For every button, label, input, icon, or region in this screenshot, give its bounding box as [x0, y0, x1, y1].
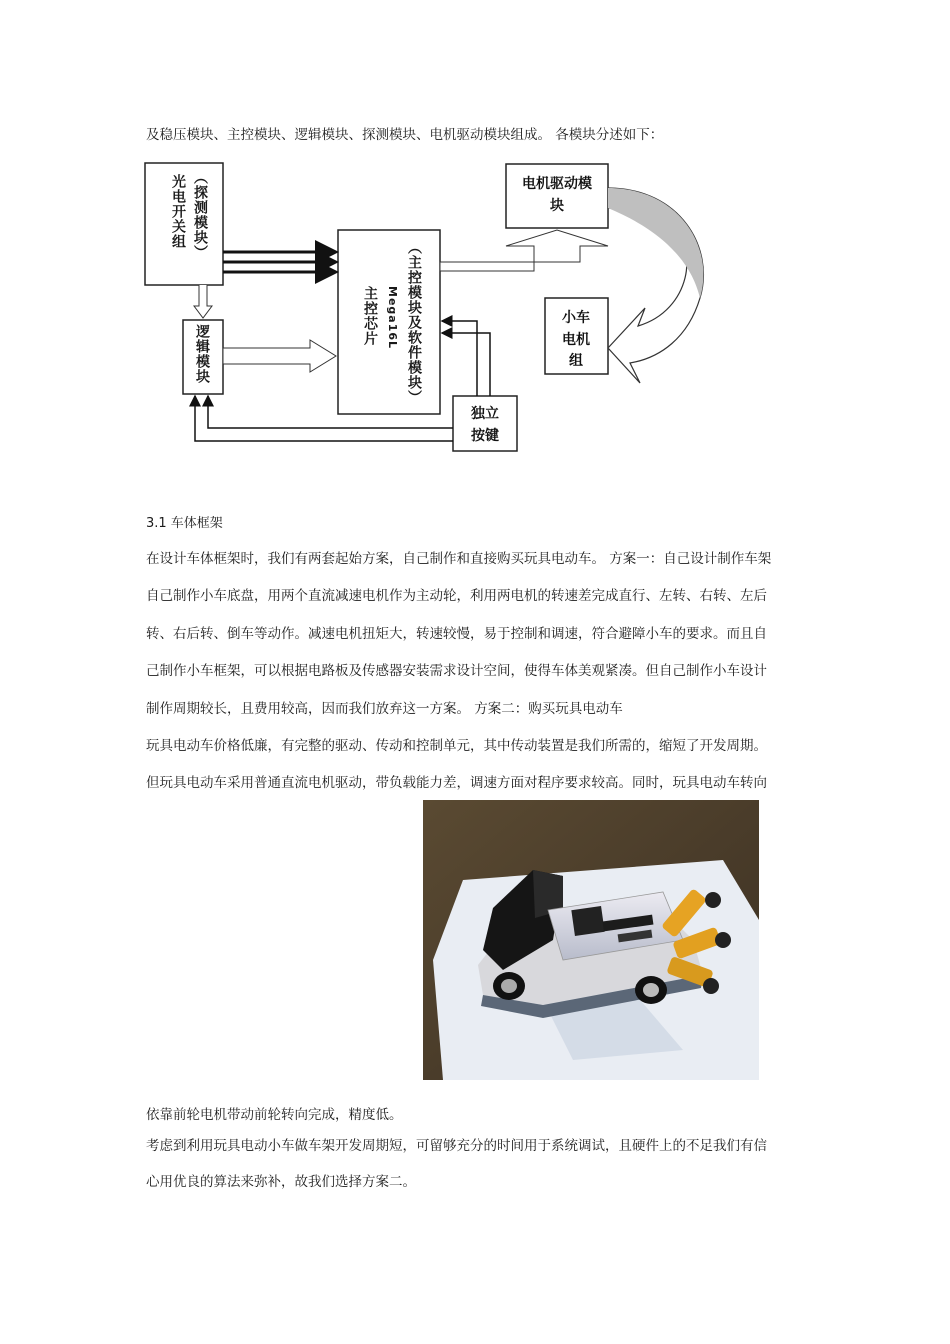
main-label-3: （主控模块及软件模块） [406, 240, 422, 405]
paragraph-line-5: 制作周期较长，且费用较高，因而我们放弃这一方案。 方案二：购买玩具电动车 [146, 701, 623, 717]
intro-line: 及稳压模块、主控模块、逻辑模块、探测模块、电机驱动模块组成。 各模块分述如下： [146, 127, 664, 143]
button-label-1: 独立 [471, 406, 499, 422]
arrow-main-driver [440, 230, 608, 271]
motor-driver-label-2: 块 [550, 198, 564, 214]
after-photo-line-2: 考虑到利用玩具电动小车做车架开发周期短，可留够充分的时间用于系统调试，且硬件上的不足我们有信 [146, 1138, 767, 1154]
logic-label: 逻辑模块 [194, 324, 210, 384]
paragraph-line-2: 自己制作小车底盘，用两个直流减速电机作为主动轮，利用两电机的转速差完成直行、左转、右转、左后 [146, 588, 767, 604]
car-motor-label-1: 小车 [562, 310, 590, 326]
paragraph-line-3: 转、右后转、倒车等动作。减速电机扭矩大，转速较慢，易于控制和调速，符合避障小车的要求。而且自 [146, 626, 767, 642]
paragraph-line-1: 在设计车体框架时，我们有两套起始方案，自己制作和直接购买玩具电动车。 方案一：自己设计制作车架 [146, 551, 772, 567]
arrow-button-main-1 [442, 333, 490, 396]
after-photo-line-1: 依靠前轮电机带动前轮转向完成，精度低。 [146, 1107, 403, 1123]
after-photo-line-3: 心用优良的算法来弥补，故我们选择方案二。 [146, 1174, 416, 1190]
sensor-label-1: 光电开关组 [170, 174, 186, 249]
paragraph-line-4: 己制作小车框架，可以根据电路板及传感器安装需求设计空间，使得车体美观紧凑。但自己制作小车设计 [146, 663, 767, 679]
arrow-logic-main [223, 340, 336, 372]
paragraph-line-7: 但玩具电动车采用普通直流电机驱动，带负载能力差，调速方面对程序要求较高。同时，玩具电动车转向 [146, 775, 767, 791]
sensor-label-2: （探测模块） [192, 170, 208, 260]
car-photo [423, 800, 759, 1080]
paragraph-line-6: 玩具电动车价格低廉，有完整的驱动、传动和控制单元，其中传动装置是我们所需的，缩短了开发周期。 [146, 738, 767, 754]
car-motor-label-2: 电机 [562, 332, 590, 348]
motor-driver-label-1: 电机驱动模 [522, 176, 592, 192]
motor-driver-block [506, 164, 608, 228]
main-label-2: Mega16L [386, 286, 399, 350]
car-motor-label-3: 组 [569, 353, 583, 369]
button-label-2: 按键 [471, 428, 499, 444]
main-label-1: 主控芯片 [362, 286, 378, 346]
block-diagram [140, 158, 720, 458]
block-diagram-svg [140, 158, 720, 458]
section-heading: 3.1 车体框架 [146, 516, 223, 531]
arrow-sensor-logic [194, 285, 212, 318]
